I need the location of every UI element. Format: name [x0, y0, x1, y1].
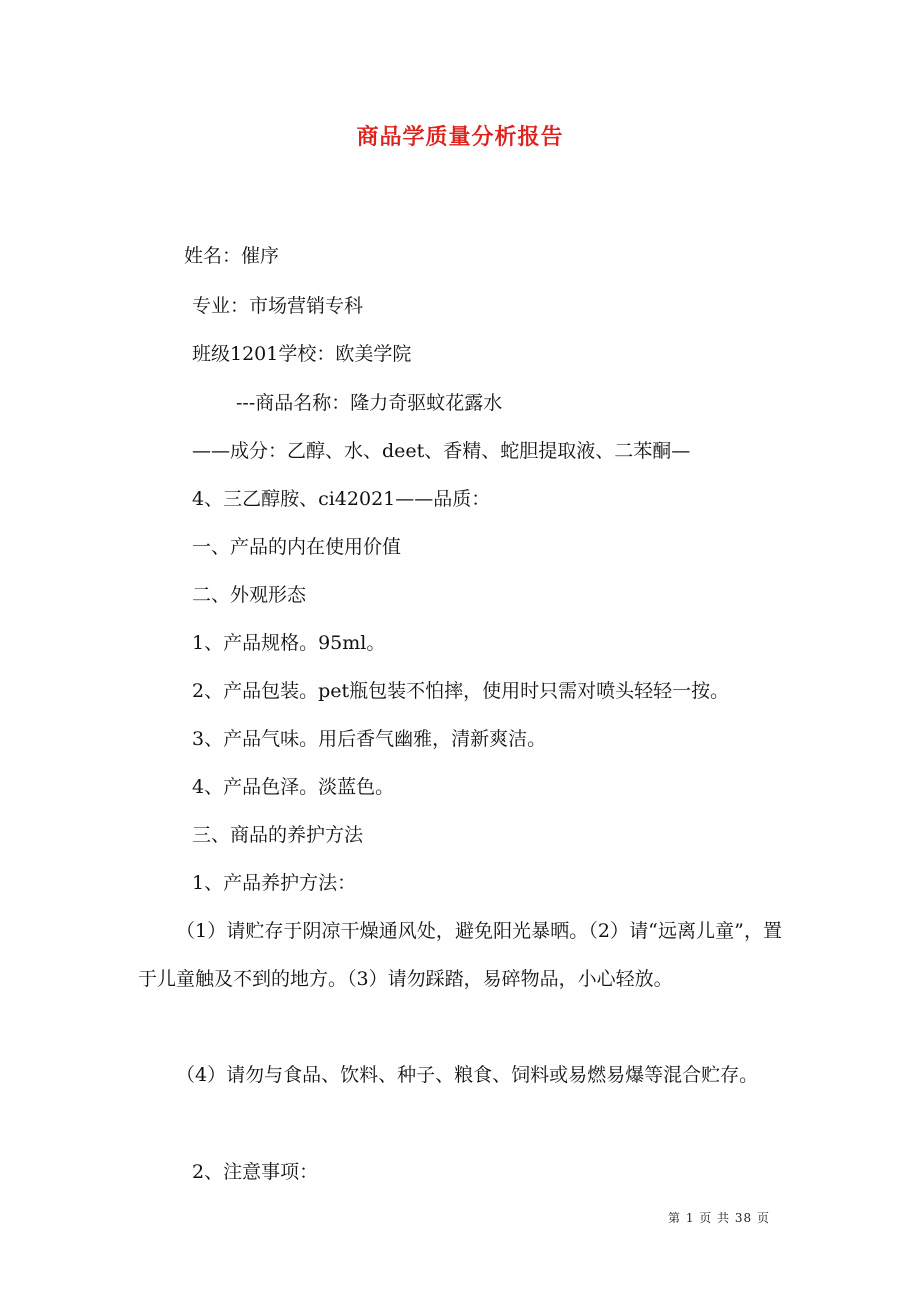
color-line: 4、产品色泽。淡蓝色。	[192, 776, 395, 798]
care-paragraph-2: （4）请勿与食品、饮料、种子、粮食、饲料或易燃易爆等混合贮存。	[176, 1064, 759, 1086]
section-heading-1: 一、产品的内在使用价值	[192, 536, 402, 558]
class-school-line: 班级1201学校：欧美学院	[192, 343, 412, 365]
smell-line: 3、产品气味。用后香气幽雅，清新爽洁。	[192, 728, 547, 750]
major-line: 专业：市场营销专科	[192, 295, 364, 317]
package-line: 2、产品包装。pet瓶包装不怕摔，使用时只需对喷头轻轻一按。	[192, 680, 730, 702]
page-footer: 第 1 页 共 38 页	[668, 1211, 770, 1225]
care-method-line: 1、产品养护方法：	[192, 872, 357, 894]
product-name-line: ---商品名称：隆力奇驱蚊花露水	[236, 392, 503, 414]
name-line: 姓名：催序	[184, 245, 280, 267]
section-heading-3: 三、商品的养护方法	[192, 824, 364, 846]
ingredients-line-2: 4、三乙醇胺、ci42021——品质：	[192, 488, 491, 510]
notes-line: 2、注意事项：	[192, 1161, 319, 1183]
care-paragraph-1: （1）请贮存于阴凉干燥通风处，避免阳光暴晒。（2）请“远离儿童”，置于儿童触及不到的地方。（3）请勿踩踏，易碎物品，小心轻放。	[138, 920, 782, 990]
spec-line: 1、产品规格。95ml。	[192, 632, 386, 654]
section-heading-2: 二、外观形态	[192, 584, 307, 606]
ingredients-line-1: ——成分：乙醇、水、deet、香精、蛇胆提取液、二苯酮—	[192, 440, 691, 462]
document-title: 商品学质量分析报告	[356, 124, 564, 150]
